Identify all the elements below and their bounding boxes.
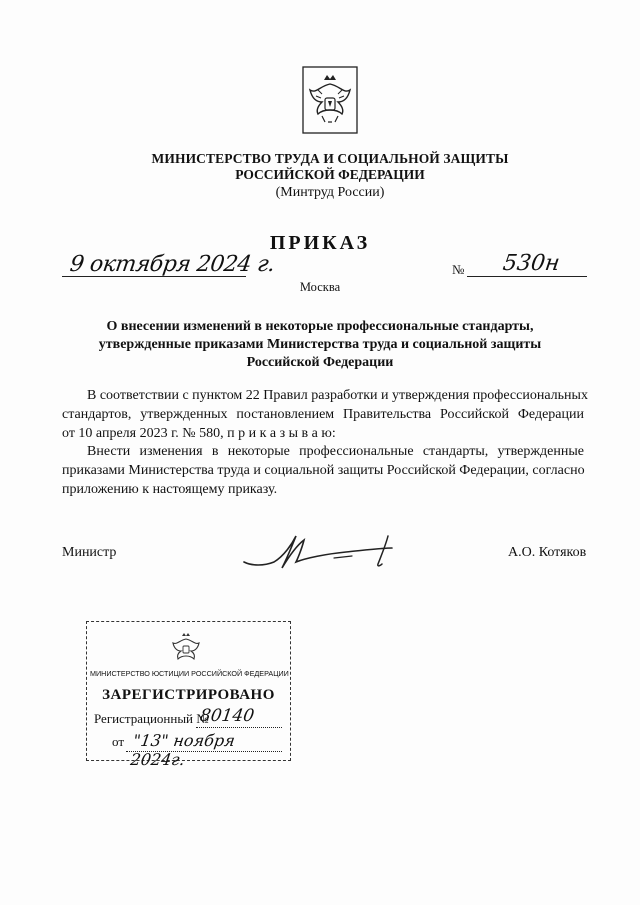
signature-icon <box>238 528 418 576</box>
order-city: Москва <box>299 280 341 294</box>
body-paragraph-2 <box>62 442 584 499</box>
signatory-name: А.О. Котяков <box>508 545 587 560</box>
order-title: ПРИКАЗ <box>269 232 371 254</box>
number-underline <box>467 276 587 277</box>
stamp-registration-number: 80140 <box>198 706 256 726</box>
registration-stamp <box>86 621 291 769</box>
body-p1-line2: стандартов, утвержденных постановлением Правительства Российской Федерации <box>62 407 584 422</box>
subject-line1: О внесении изменений в некоторые профессиональные стандарты, <box>106 319 534 334</box>
ministry-short-name: (Минтруд России) <box>275 185 385 200</box>
order-number: 530н <box>501 251 562 276</box>
stamp-date-label: от <box>112 734 125 749</box>
stamp-ministry-name: МИНИСТЕРСТВО ЮСТИЦИИ РОССИЙСКОЙ ФЕДЕРАЦИИ <box>90 669 289 678</box>
stamp-number-underline <box>196 727 282 728</box>
body-paragraph-1 <box>62 386 588 443</box>
stamp-registration-date: "13" ноября 2024г. <box>129 731 237 769</box>
date-underline <box>62 276 246 277</box>
stamp-emblem-icon <box>168 629 204 665</box>
order-date: 9 октября 2024 г. <box>68 252 277 277</box>
stamp-date-underline <box>126 751 282 752</box>
body-p2-line1: Внести изменения в некоторые профессиональные стандарты, утвержденные <box>87 444 584 459</box>
stamp-registered-label: ЗАРЕГИСТРИРОВАНО <box>102 687 275 703</box>
subject-line2: утвержденные приказами Министерства труда и социальной защиты <box>98 337 542 352</box>
stamp-number-label: Регистрационный № <box>94 711 209 726</box>
number-sign: № <box>452 262 465 277</box>
coat-of-arms-icon <box>302 66 358 134</box>
body-p1-line3: от 10 апреля 2023 г. № 580, п р и к а з ы в а ю: <box>62 426 336 441</box>
body-p1-line1: В соответствии с пунктом 22 Правил разработки и утверждения профессиональных <box>87 388 588 403</box>
body-p2-line2: приказами Министерства труда и социальной защиты Российской Федерации, согласно <box>62 463 585 478</box>
ministry-name-line2: РОССИЙСКОЙ ФЕДЕРАЦИИ <box>235 167 425 182</box>
ministry-name-line1: МИНИСТЕРСТВО ТРУДА И СОЦИАЛЬНОЙ ЗАЩИТЫ <box>151 151 509 166</box>
subject-line3: Российской Федерации <box>246 355 394 370</box>
signatory-position: Министр <box>62 545 117 560</box>
body-p2-line3: приложению к настоящему приказу. <box>62 482 278 497</box>
